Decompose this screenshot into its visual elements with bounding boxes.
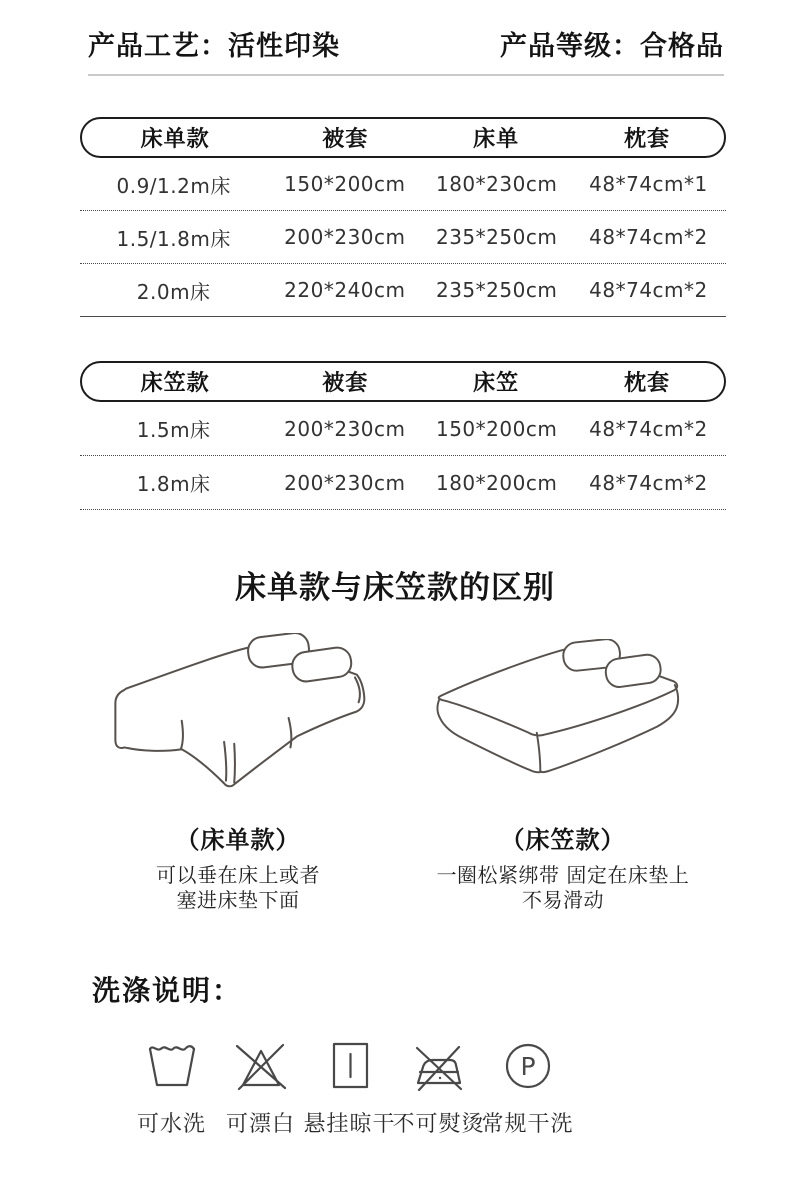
hang-dry-icon xyxy=(321,1041,379,1091)
col-header-duvet-cover: 被套 xyxy=(322,127,369,152)
fitted-style-illustration xyxy=(434,639,682,785)
table-cell: 200*230cm xyxy=(284,470,406,495)
care-label: 悬挂晾干 xyxy=(303,1112,396,1137)
col-header-sheet-style: 床单款 xyxy=(140,127,210,152)
care-item-washable xyxy=(127,1041,216,1138)
sheet-style-caption xyxy=(106,820,370,913)
table-cell: 48*74cm*2 xyxy=(589,416,708,441)
care-item-no-iron xyxy=(394,1041,483,1138)
fitted-style-size-table xyxy=(80,361,726,510)
sheet-style-desc-line1: 可以垂在床上或者 xyxy=(156,863,320,887)
sheet-style-size-table xyxy=(80,117,726,317)
col-header-pillowcase: 枕套 xyxy=(623,127,670,152)
col-header-duvet-cover: 被套 xyxy=(322,371,369,396)
washing-instructions-title: 洗涤说明： xyxy=(92,974,243,1007)
col-header-pillowcase: 枕套 xyxy=(623,371,670,396)
care-label: 可漂白 xyxy=(225,1112,295,1137)
dry-clean-p-icon xyxy=(499,1041,557,1091)
col-header-bed-sheet: 床单 xyxy=(473,127,520,152)
col-header-fitted-sheet: 床笠 xyxy=(473,371,520,396)
table-cell: 200*230cm xyxy=(284,416,406,441)
comparison-illustrations xyxy=(0,633,790,790)
no-iron-icon xyxy=(410,1041,468,1091)
table-row xyxy=(80,264,726,317)
svg-text:P: P xyxy=(519,1052,536,1081)
product-process-text: 产品工艺：活性印染 xyxy=(88,31,340,62)
table-cell: 48*74cm*2 xyxy=(589,470,708,495)
table-cell: 48*74cm*2 xyxy=(589,225,708,249)
care-label: 可水洗 xyxy=(136,1112,206,1137)
care-item-dry-clean xyxy=(483,1041,572,1138)
col-header-fitted-style: 床笠款 xyxy=(140,371,210,396)
table-cell: 1.5/1.8m床 xyxy=(116,226,231,251)
table-cell: 235*250cm xyxy=(435,278,558,302)
table-cell: 180*230cm xyxy=(435,172,558,196)
care-label: 常规干洗 xyxy=(481,1112,574,1137)
table-cell: 2.0m床 xyxy=(136,279,211,304)
sheet-style-illustration xyxy=(108,633,366,790)
table-cell: 48*74cm*2 xyxy=(589,278,708,302)
comparison-captions xyxy=(0,820,790,913)
table-row xyxy=(80,211,726,264)
product-attributes-header xyxy=(88,0,724,76)
table-cell: 150*200cm xyxy=(435,416,558,441)
table-row xyxy=(80,158,726,211)
product-grade-text: 产品等级：合格品 xyxy=(500,31,724,62)
sheet-style-label: （床单款） xyxy=(175,826,301,854)
fitted-style-caption xyxy=(408,820,718,913)
care-item-bleach xyxy=(216,1041,305,1138)
table-cell: 220*240cm xyxy=(284,278,406,302)
table-cell: 48*74cm*1 xyxy=(589,172,708,196)
care-item-hang-dry xyxy=(305,1041,394,1138)
care-label: 不可熨烫 xyxy=(392,1112,485,1137)
table-cell: 150*200cm xyxy=(284,172,406,196)
washing-care-icons xyxy=(127,1041,790,1138)
table-cell: 1.8m床 xyxy=(136,472,211,496)
fitted-style-label: （床笠款） xyxy=(500,826,626,854)
table-cell: 200*230cm xyxy=(284,225,406,249)
wash-tub-icon xyxy=(143,1041,201,1091)
table-cell: 180*200cm xyxy=(435,470,558,495)
table-row xyxy=(80,456,726,510)
sheet-table-header-row xyxy=(80,117,726,158)
comparison-title: 床单款与床笠款的区别 xyxy=(235,570,555,606)
table-row xyxy=(80,402,726,456)
table-cell: 0.9/1.2m床 xyxy=(116,173,231,198)
fitted-style-desc-line1: 一圈松紧绑带 固定在床垫上 xyxy=(436,863,690,887)
sheet-style-desc-line2: 塞进床垫下面 xyxy=(176,888,300,912)
fitted-style-desc-line2: 不易滑动 xyxy=(522,888,604,912)
table-cell: 1.5m床 xyxy=(136,418,211,442)
table-cell: 235*250cm xyxy=(435,225,558,249)
bleach-cross-icon xyxy=(232,1041,290,1091)
fitted-table-header-row xyxy=(80,361,726,402)
